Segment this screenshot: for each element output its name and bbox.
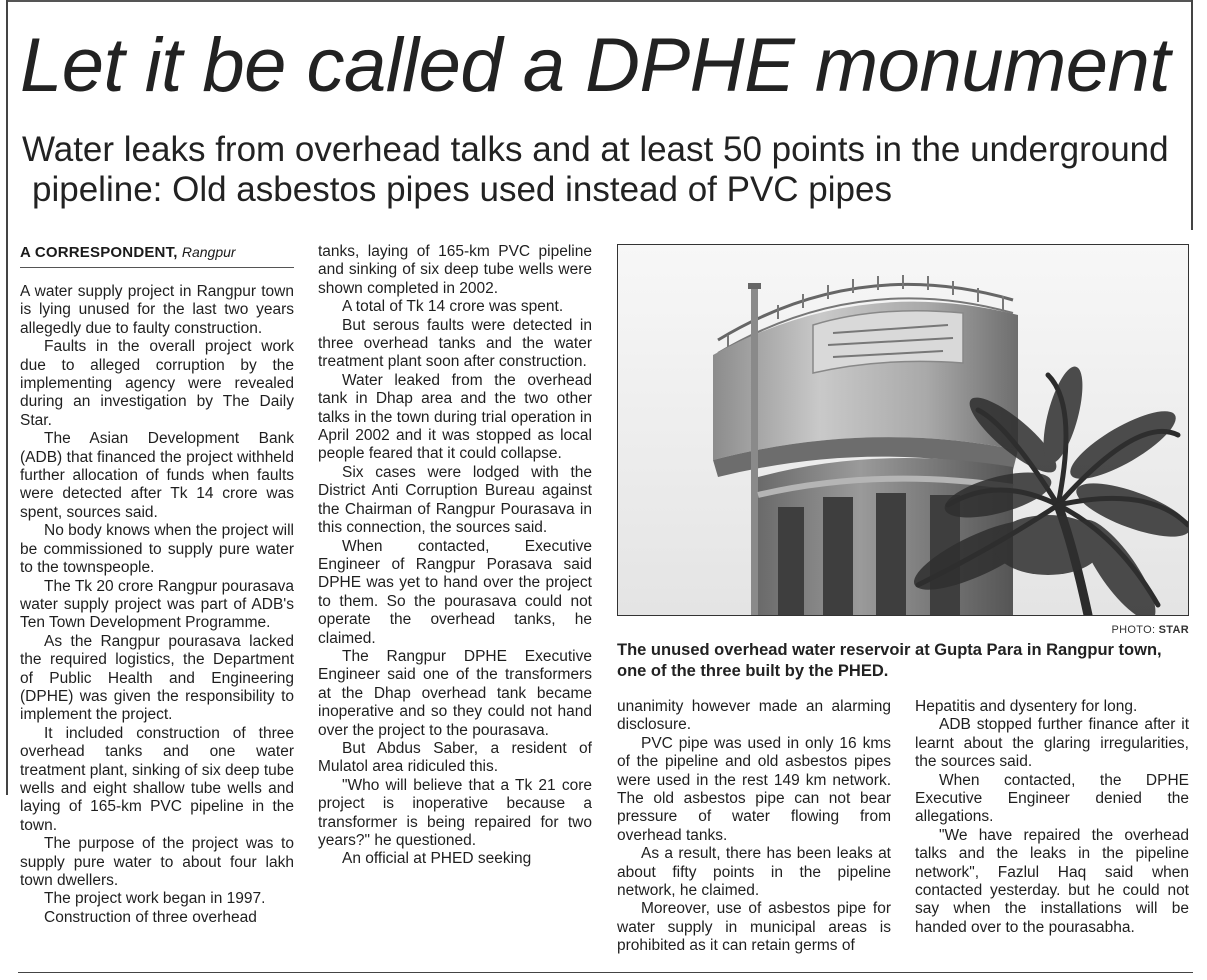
photo-credit-label: PHOTO: — [1111, 624, 1156, 636]
paragraph: ADB stopped further finance after it learnt about the glaring irregularities, the sources said. — [915, 716, 1189, 771]
paragraph: A water supply project in Rangpur town is lying unused for the last two years allegedly due to faulty construction. — [20, 283, 294, 337]
photo-credit — [1112, 624, 1189, 636]
byline — [20, 244, 294, 268]
paragraph: The project work began in 1997. — [44, 890, 266, 908]
headline: Let it be called a DPHE monument — [20, 23, 1170, 108]
article-photo — [617, 244, 1189, 616]
paragraph: An official at PHED seeking — [342, 850, 532, 868]
paragraph: unanimity however made an alarming disclosure. — [617, 698, 891, 734]
byline-author: A CORRESPONDENT, — [20, 244, 178, 261]
paragraph: But Abdus Saber, a resident of Mulatol area ridiculed this. — [318, 739, 592, 776]
photo-caption: The unused overhead water reservoir at Gupta Para in Rangpur town, one of the three built by the PHED. — [617, 641, 1162, 680]
subheadline — [22, 130, 1197, 210]
paragraph: The Rangpur DPHE Executive Engineer said one of the transformers at the Dhap overhead tank became inoperative and so they could not hand over the project to the pourasava. — [318, 647, 592, 739]
article-column-2 — [318, 243, 592, 869]
paragraph: A total of Tk 14 crore was spent. — [342, 298, 564, 316]
paragraph: But serous faults were detected in three overhead tanks and the water treatment plant soon after construction. — [318, 316, 592, 371]
paragraph: PVC pipe was used in only 16 kms of the pipeline and old asbestos pipes were used in the rest 149 km network. The old asbestos pipe can not bear pressure of water flowing from overhead tanks. — [617, 734, 891, 844]
paragraph: As the Rangpur pourasava lacked the required logistics, the Department of Public Health and Engineering (DPHE) was given the responsibility to implement the project. — [20, 632, 294, 724]
paragraph: The Asian Development Bank (ADB) that financed the project withheld further allocation of funds when faults were detected after Tk 14 crore was spent, sources said. — [20, 430, 294, 521]
paragraph: "We have repaired the overhead talks and the leaks in the pipeline network", Fazlul Haq said when contacted yesterday. but he could not say when the installations will be handed over to the pourasabha. — [915, 826, 1189, 936]
paragraph: Construction of three overhead — [44, 908, 257, 926]
paragraph: When contacted, Executive Engineer of Rangpur Porasava said DPHE was yet to hand over the project to them. So the pourasava could not operate the overhead tanks, he claimed. — [318, 537, 592, 647]
article-column-1 — [20, 283, 294, 927]
left-rule — [6, 0, 8, 795]
subheadline-line-2: pipeline: Old asbestos pipes used instead of PVC pipes — [32, 170, 892, 209]
paragraph: No body knows when the project will be commissioned to supply pure water to the townspeople. — [20, 522, 294, 577]
article-column-3 — [617, 698, 891, 956]
paragraph: Water leaked from the overhead tank in Dhap area and the two other talks in the town during trial operation in April 2002 and it was stopped as local people feared that it could collapse. — [318, 371, 592, 463]
water-tower-illustration — [618, 245, 1188, 615]
subheadline-line-1: Water leaks from overhead talks and at least 50 points in the underground — [22, 130, 1169, 169]
paragraph: It included construction of three overhead tanks and one water treatment plant, sinking of six deep tube wells and eight shallow tube wells and laying of 165-km PVC pipeline in the town. — [20, 724, 294, 834]
paragraph: Six cases were lodged with the District Anti Corruption Bureau against the Chairman of Rangpur Pourasava in this connection, the sources said. — [318, 463, 592, 537]
paragraph: When contacted, the DPHE Executive Engineer denied the allegations. — [915, 771, 1189, 826]
article-column-4 — [915, 698, 1189, 937]
paragraph: The purpose of the project was to supply pure water to about four lakh town dwellers. — [20, 835, 294, 889]
paragraph: Faults in the overall project work due to alleged corruption by the implementing agency were revealed during an investigation by The Daily Star. — [20, 338, 294, 429]
top-rule — [6, 0, 1193, 2]
paragraph: tanks, laying of 165-km PVC pipeline and sinking of six deep tube wells were shown completed in 2002. — [318, 243, 592, 297]
paragraph: "Who will believe that a Tk 21 core project is inoperative because a transformer is being repaired for two years?" he questioned. — [318, 776, 592, 849]
paragraph: Hepatitis and dysentery for long. — [915, 698, 1138, 715]
photo-credit-source: STAR — [1158, 624, 1189, 636]
paragraph: Moreover, use of asbestos pipe for water supply in municipal areas is prohibited as it can retain germs of — [617, 900, 891, 955]
byline-location: Rangpur — [181, 244, 236, 260]
paragraph: As a result, there has been leaks at about fifty points in the pipeline network, he claimed. — [617, 845, 891, 900]
paragraph: The Tk 20 crore Rangpur pourasava water supply project was part of ADB's Ten Town Development Programme. — [20, 577, 294, 632]
bottom-rule — [18, 972, 1193, 973]
